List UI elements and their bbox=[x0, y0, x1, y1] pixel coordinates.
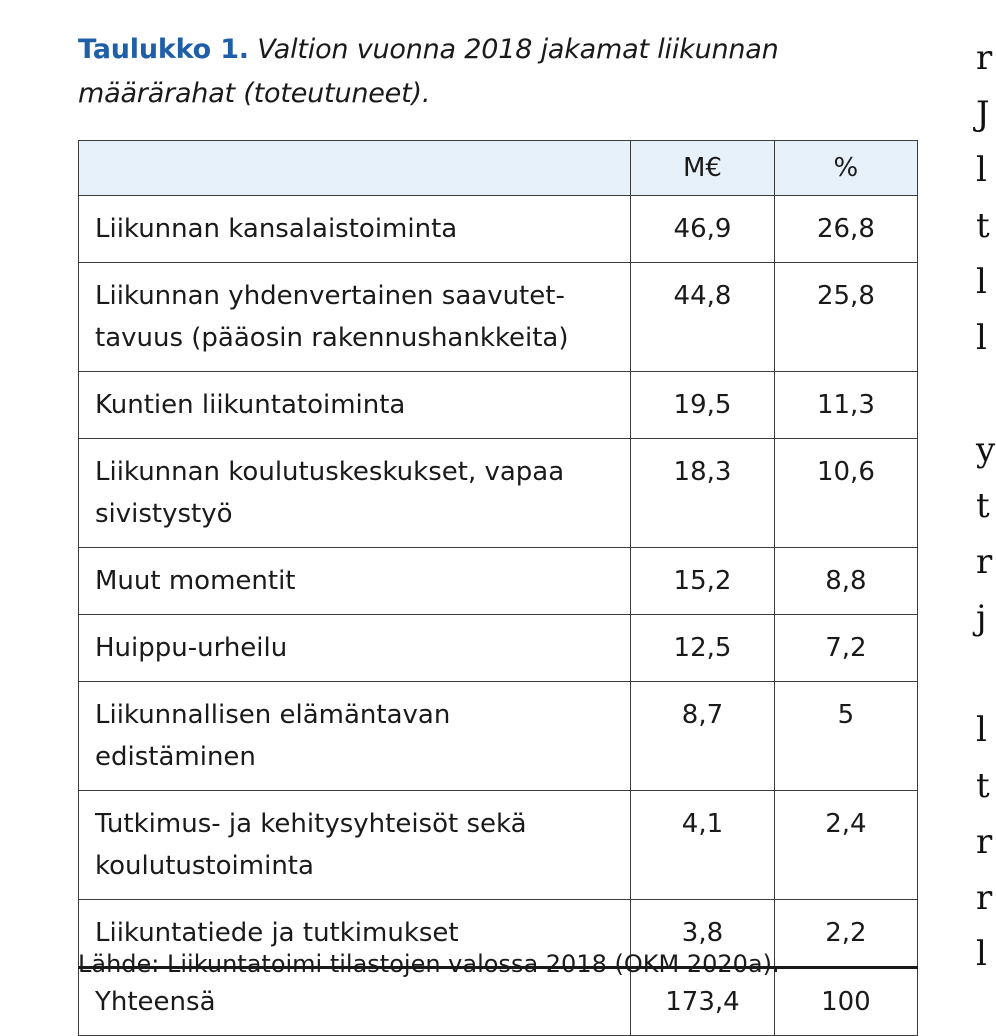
row-name: Tutkimus- ja kehitysyhteisöt sekä koulutustoiminta bbox=[79, 791, 631, 900]
row-name: Liikunnan koulutuskeskukset, vapaa sivistystyö bbox=[79, 439, 631, 548]
row-meur: 44,8 bbox=[631, 263, 775, 372]
header-meur: M€ bbox=[631, 141, 775, 196]
row-meur: 46,9 bbox=[631, 196, 775, 263]
row-meur: 3,8 bbox=[631, 900, 775, 968]
row-percent: 25,8 bbox=[774, 263, 917, 372]
row-name: Muut momentit bbox=[79, 548, 631, 615]
row-percent: 10,6 bbox=[774, 439, 917, 548]
side-letter: t bbox=[976, 766, 990, 806]
row-percent: 2,2 bbox=[774, 900, 917, 968]
row-name: Liikuntatiede ja tutkimukset bbox=[79, 900, 631, 968]
appropriations-table bbox=[78, 140, 918, 1036]
source-note: Lähde: Liikuntatoimi tilastojen valossa 2018 (OKM 2020a). bbox=[78, 950, 780, 978]
row-meur: 12,5 bbox=[631, 615, 775, 682]
row-meur: 15,2 bbox=[631, 548, 775, 615]
row-percent: 5 bbox=[774, 682, 917, 791]
side-letter: r bbox=[976, 878, 993, 918]
caption-title: Valtion vuonna 2018 jakamat liikunnan määrärahat (toteutuneet). bbox=[78, 34, 779, 109]
table-caption bbox=[78, 28, 878, 116]
side-letter: l bbox=[976, 262, 987, 302]
row-name: Liikunnallisen elämäntavan edistäminen bbox=[79, 682, 631, 791]
header-percent: % bbox=[774, 141, 917, 196]
side-letter: j bbox=[976, 598, 987, 638]
row-name: Huippu-urheilu bbox=[79, 615, 631, 682]
side-letter: r bbox=[976, 38, 993, 78]
side-letter: J bbox=[976, 94, 990, 134]
table-row bbox=[79, 196, 918, 263]
side-letter bbox=[976, 646, 996, 702]
table-row bbox=[79, 548, 918, 615]
total-name: Yhteensä bbox=[79, 968, 631, 1036]
side-letter: l bbox=[976, 934, 987, 974]
table-header-row bbox=[79, 141, 918, 196]
side-letter: y bbox=[976, 430, 996, 470]
table-row bbox=[79, 615, 918, 682]
side-letter: l bbox=[976, 318, 987, 358]
side-letter: l bbox=[976, 710, 987, 750]
total-percent: 100 bbox=[774, 968, 917, 1036]
header-category bbox=[79, 141, 631, 196]
table-row bbox=[79, 439, 918, 548]
row-percent: 7,2 bbox=[774, 615, 917, 682]
row-name: Liikunnan kansalaistoiminta bbox=[79, 196, 631, 263]
row-name: Liikunnan yhdenvertainen saavutet-tavuus (pääosin rakennushankkeita) bbox=[79, 263, 631, 372]
side-letter bbox=[976, 366, 996, 422]
side-letter: r bbox=[976, 822, 993, 862]
side-letter: t bbox=[976, 206, 990, 246]
row-name: Kuntien liikuntatoiminta bbox=[79, 372, 631, 439]
total-meur: 173,4 bbox=[631, 968, 775, 1036]
table-row bbox=[79, 791, 918, 900]
row-meur: 8,7 bbox=[631, 682, 775, 791]
row-meur: 19,5 bbox=[631, 372, 775, 439]
row-percent: 8,8 bbox=[774, 548, 917, 615]
row-percent: 26,8 bbox=[774, 196, 917, 263]
table-row bbox=[79, 263, 918, 372]
row-percent: 2,4 bbox=[774, 791, 917, 900]
row-percent: 11,3 bbox=[774, 372, 917, 439]
caption-label: Taulukko 1. bbox=[78, 34, 249, 65]
table-row bbox=[79, 372, 918, 439]
side-letter: t bbox=[976, 486, 990, 526]
row-meur: 18,3 bbox=[631, 439, 775, 548]
table-row bbox=[79, 682, 918, 791]
side-letter: r bbox=[976, 542, 993, 582]
side-letter: l bbox=[976, 150, 987, 190]
row-meur: 4,1 bbox=[631, 791, 775, 900]
adjacent-column-text bbox=[976, 30, 996, 982]
